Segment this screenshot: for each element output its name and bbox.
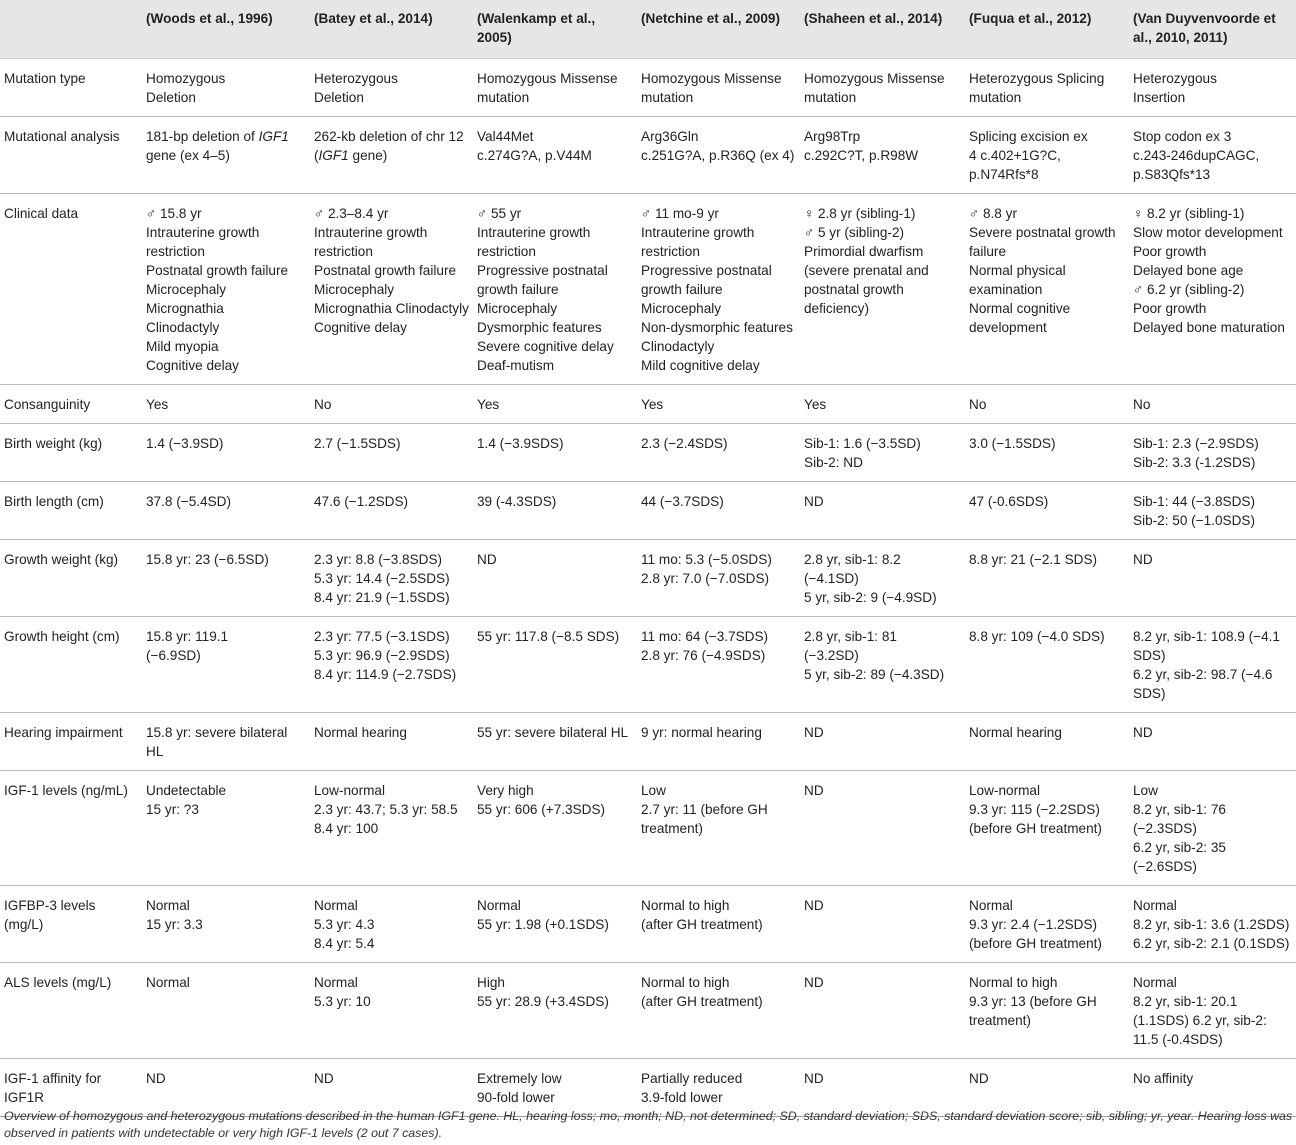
table-cell: Homozygous Missense mutation — [641, 71, 782, 105]
table-cell: Yes — [146, 397, 169, 412]
table-cell: Arg36Gln c.251G?A, p.R36Q (ex 4) — [641, 129, 795, 163]
table-cell: 39 (-4.3SDS) — [477, 494, 557, 509]
row-label: IGF-1 affinity for IGF1R — [4, 1071, 102, 1105]
table-cell: 2.3 yr: 77.5 (−3.1SDS) 5.3 yr: 96.9 (−2.9SDS) 8.4 yr: 114.9 (−2.7SDS) — [314, 629, 457, 682]
table-cell: 2.8 yr, sib-1: 81 (−3.2SD) 5 yr, sib-2: 89 (−4.3SD) — [804, 629, 945, 682]
table-row — [0, 482, 1296, 540]
table-cell: 44 (−3.7SDS) — [641, 494, 724, 509]
table-cell: 2.8 yr, sib-1: 8.2 (−4.1SD) 5 yr, sib-2: 9 (−4.9SD) — [804, 552, 937, 605]
table-cell: No affinity — [1133, 1071, 1194, 1086]
table-cell: Normal 9.3 yr: 2.4 (−1.2SDS) (before GH treatment) — [969, 898, 1102, 951]
header-cell: (Fuqua et al., 2012) — [965, 0, 1129, 59]
row-label: Growth height (cm) — [4, 629, 120, 644]
table-cell: 47.6 (−1.2SDS) — [314, 494, 409, 509]
table-cell: Homozygous Missense mutation — [477, 71, 618, 105]
table-cell: Sib-1: 2.3 (−2.9SDS) Sib-2: 3.3 (-1.2SDS) — [1133, 436, 1259, 470]
table-cell: ND — [804, 1071, 824, 1086]
table-caption: Overview of homozygous and heterozygous mutations described in the human IGF1 gene. HL, hearing loss; mo, month; ND, not determined; SD, standard deviation; SDS, standard deviation score; sib, sibling; yr, year. Hearing loss was observed in patients with undetectable or very high IGF-1 levels (2 out 7 cases). — [4, 1109, 1293, 1140]
table-cell: High 55 yr: 28.9 (+3.4SDS) — [477, 975, 609, 1009]
row-label: Growth weight (kg) — [4, 552, 119, 567]
table-cell: ND — [804, 975, 824, 990]
table-cell: ♀ 2.8 yr (sibling-1) ♂ 5 yr (sibling-2) Primordial dwarfism (severe prenatal and postnatal growth deficiency) — [804, 206, 929, 316]
table-cell: Homozygous Missense mutation — [804, 71, 945, 105]
table-cell: 15.8 yr: 23 (−6.5SD) — [146, 552, 269, 567]
header-cell: (Shaheen et al., 2014) — [800, 0, 965, 59]
table-cell: 3.0 (−1.5SDS) — [969, 436, 1056, 451]
table-cell: ND — [1133, 725, 1153, 740]
row-label: Birth weight (kg) — [4, 436, 103, 451]
table-cell: Heterozygous Deletion — [314, 71, 398, 105]
table-cell: Normal 8.2 yr, sib-1: 3.6 (1.2SDS) 6.2 yr, sib-2: 2.1 (0.1SDS) — [1133, 898, 1290, 951]
header-cell: (Netchine et al., 2009) — [637, 0, 800, 59]
table-cell: Stop codon ex 3 c.243-246dupCAGC, p.S83Qfs*13 — [1133, 129, 1260, 182]
table-cell: Arg98Trp c.292C?T, p.R98W — [804, 129, 919, 163]
table-cell: 2.7 (−1.5SDS) — [314, 436, 401, 451]
table-cell: ND — [804, 494, 824, 509]
table-cell: ND — [804, 898, 824, 913]
table-cell: 262-kb deletion of chr 12 (IGF1 gene) — [314, 129, 464, 163]
table-cell: 47 (-0.6SDS) — [969, 494, 1049, 509]
table-row — [0, 963, 1296, 1059]
row-label: Birth length (cm) — [4, 494, 104, 509]
table-cell: Undetectable 15 yr: ?3 — [146, 783, 227, 817]
table-cell: 9 yr: normal hearing — [641, 725, 762, 740]
table-cell: Normal to high (after GH treatment) — [641, 975, 763, 1009]
table-cell: Normal 15 yr: 3.3 — [146, 898, 203, 932]
row-label: Consanguinity — [4, 397, 91, 412]
table-cell: Partially reduced 3.9-fold lower — [641, 1071, 743, 1105]
table-cell: 8.8 yr: 109 (−4.0 SDS) — [969, 629, 1105, 644]
table-cell: 55 yr: 117.8 (−8.5 SDS) — [477, 629, 620, 644]
table-cell: ♂ 2.3–8.4 yr Intrauterine growth restriction Postnatal growth failure Microcephaly Micrognathia Clinodactyly Cognitive delay — [314, 206, 469, 335]
table-cell: Extremely low 90-fold lower — [477, 1071, 562, 1105]
table-row — [0, 194, 1296, 385]
table-cell: ND — [477, 552, 497, 567]
table-cell: Homozygous Deletion — [146, 71, 226, 105]
header-cell: (Batey et al., 2014) — [310, 0, 473, 59]
table-cell: ♂ 15.8 yr Intrauterine growth restriction Postnatal growth failure Microcephaly Micrognathia Clinodactyly Mild myopia Cognitive delay — [146, 206, 289, 373]
table-cell: Low 8.2 yr, sib-1: 76 (−2.3SDS) 6.2 yr, sib-2: 35 (−2.6SDS) — [1133, 783, 1226, 874]
table-cell: 1.4 (−3.9SD) — [146, 436, 224, 451]
table-cell: Normal hearing — [969, 725, 1062, 740]
table-cell: Yes — [641, 397, 664, 412]
table-cell: 8.2 yr, sib-1: 108.9 (−4.1 SDS) 6.2 yr, sib-2: 98.7 (−4.6 SDS) — [1133, 629, 1280, 701]
table-cell: 8.8 yr: 21 (−2.1 SDS) — [969, 552, 1098, 567]
table-cell: Sib-1: 44 (−3.8SDS) Sib-2: 50 (−1.0SDS) — [1133, 494, 1256, 528]
table-cell: ND — [1133, 552, 1153, 567]
table-cell: ND — [804, 783, 824, 798]
row-label: IGFBP-3 levels (mg/L) — [4, 898, 96, 932]
table-cell: Val44Met c.274G?A, p.V44M — [477, 129, 592, 163]
row-label: Clinical data — [4, 206, 79, 221]
table-cell: Heterozygous Splicing mutation — [969, 71, 1105, 105]
table-cell: Normal 8.2 yr, sib-1: 20.1 (1.1SDS) 6.2 yr, sib-2: 11.5 (-0.4SDS) — [1133, 975, 1267, 1047]
table-cell: No — [969, 397, 987, 412]
table-cell: 181-bp deletion of IGF1 gene (ex 4–5) — [146, 129, 289, 163]
table-cell: 37.8 (−5.4SD) — [146, 494, 232, 509]
header-cell — [0, 0, 142, 59]
table-cell: No — [1133, 397, 1151, 412]
table-cell: ♂ 55 yr Intrauterine growth restriction Progressive postnatal growth failure Microcephaly Dysmorphic features Severe cognitive delay Deaf-mutism — [477, 206, 614, 373]
row-label: Hearing impairment — [4, 725, 123, 740]
table-cell: Yes — [477, 397, 500, 412]
table-cell: Very high 55 yr: 606 (+7.3SDS) — [477, 783, 606, 817]
table-body — [0, 59, 1296, 1117]
table-row — [0, 886, 1296, 963]
row-label: Mutation type — [4, 71, 86, 86]
table-cell: 11 mo: 5.3 (−5.0SDS) 2.8 yr: 7.0 (−7.0SDS) — [641, 552, 772, 586]
table-cell: Normal hearing — [314, 725, 407, 740]
table-cell: 1.4 (−3.9SDS) — [477, 436, 564, 451]
table-cell: No — [314, 397, 332, 412]
table-row — [0, 771, 1296, 886]
table-cell: 11 mo: 64 (−3.7SDS) 2.8 yr: 76 (−4.9SDS) — [641, 629, 769, 663]
table-cell: Normal 55 yr: 1.98 (+0.1SDS) — [477, 898, 609, 932]
table-cell: Normal 5.3 yr: 4.3 8.4 yr: 5.4 — [314, 898, 375, 951]
table-cell: Normal to high (after GH treatment) — [641, 898, 763, 932]
table-cell: Normal 5.3 yr: 10 — [314, 975, 371, 1009]
row-label: IGF-1 levels (ng/mL) — [4, 783, 128, 798]
table-row — [0, 713, 1296, 771]
table-cell: 55 yr: severe bilateral HL — [477, 725, 629, 740]
table-cell: ND — [314, 1071, 334, 1086]
table-cell: ND — [969, 1071, 989, 1086]
table-cell: Normal — [146, 975, 190, 990]
table-cell: Low-normal 2.3 yr: 43.7; 5.3 yr: 58.5 8.4 yr: 100 — [314, 783, 458, 836]
table-row — [0, 540, 1296, 617]
header-cell: (Woods et al., 1996) — [142, 0, 310, 59]
row-label: Mutational analysis — [4, 129, 120, 144]
header-row — [0, 0, 1296, 59]
table-row — [0, 424, 1296, 482]
table-cell: Low-normal 9.3 yr: 115 (−2.2SDS) (before GH treatment) — [969, 783, 1102, 836]
table-cell: Yes — [804, 397, 827, 412]
table-cell: Splicing excision ex 4 c.402+1G?C, p.N74Rfs*8 — [969, 129, 1088, 182]
table-cell: Heterozygous Insertion — [1133, 71, 1217, 105]
row-label: ALS levels (mg/L) — [4, 975, 112, 990]
table-cell: 15.8 yr: 119.1 (−6.9SD) — [146, 629, 229, 663]
table-cell: 2.3 (−2.4SDS) — [641, 436, 728, 451]
table-cell: ♂ 11 mo-9 yr Intrauterine growth restriction Progressive postnatal growth failure Microcephaly Non-dysmorphic features Clinodactyly Mild cognitive delay — [641, 206, 793, 373]
table-row — [0, 385, 1296, 424]
table-cell: ND — [804, 725, 824, 740]
table-cell: 2.3 yr: 8.8 (−3.8SDS) 5.3 yr: 14.4 (−2.5SDS) 8.4 yr: 21.9 (−1.5SDS) — [314, 552, 450, 605]
table-row — [0, 617, 1296, 713]
table-cell: ♂ 8.8 yr Severe postnatal growth failure Normal physical examination Normal cognitive development — [969, 206, 1116, 335]
table-row — [0, 59, 1296, 117]
header-cell: (Van Duyvenvoorde et al., 2010, 2011) — [1129, 0, 1296, 59]
header-cell: (Walenkamp et al., 2005) — [473, 0, 637, 59]
table-cell: 15.8 yr: severe bilateral HL — [146, 725, 288, 759]
table-cell: ♀ 8.2 yr (sibling-1) Slow motor development Poor growth Delayed bone age ♂ 6.2 yr (sibling-2) Poor growth Delayed bone maturation — [1133, 206, 1285, 335]
table-row — [0, 117, 1296, 194]
table-cell: ND — [146, 1071, 166, 1086]
table-cell: Low 2.7 yr: 11 (before GH treatment) — [641, 783, 768, 836]
table-cell: Normal to high 9.3 yr: 13 (before GH treatment) — [969, 975, 1097, 1028]
table-cell: Sib-1: 1.6 (−3.5SD) Sib-2: ND — [804, 436, 921, 470]
